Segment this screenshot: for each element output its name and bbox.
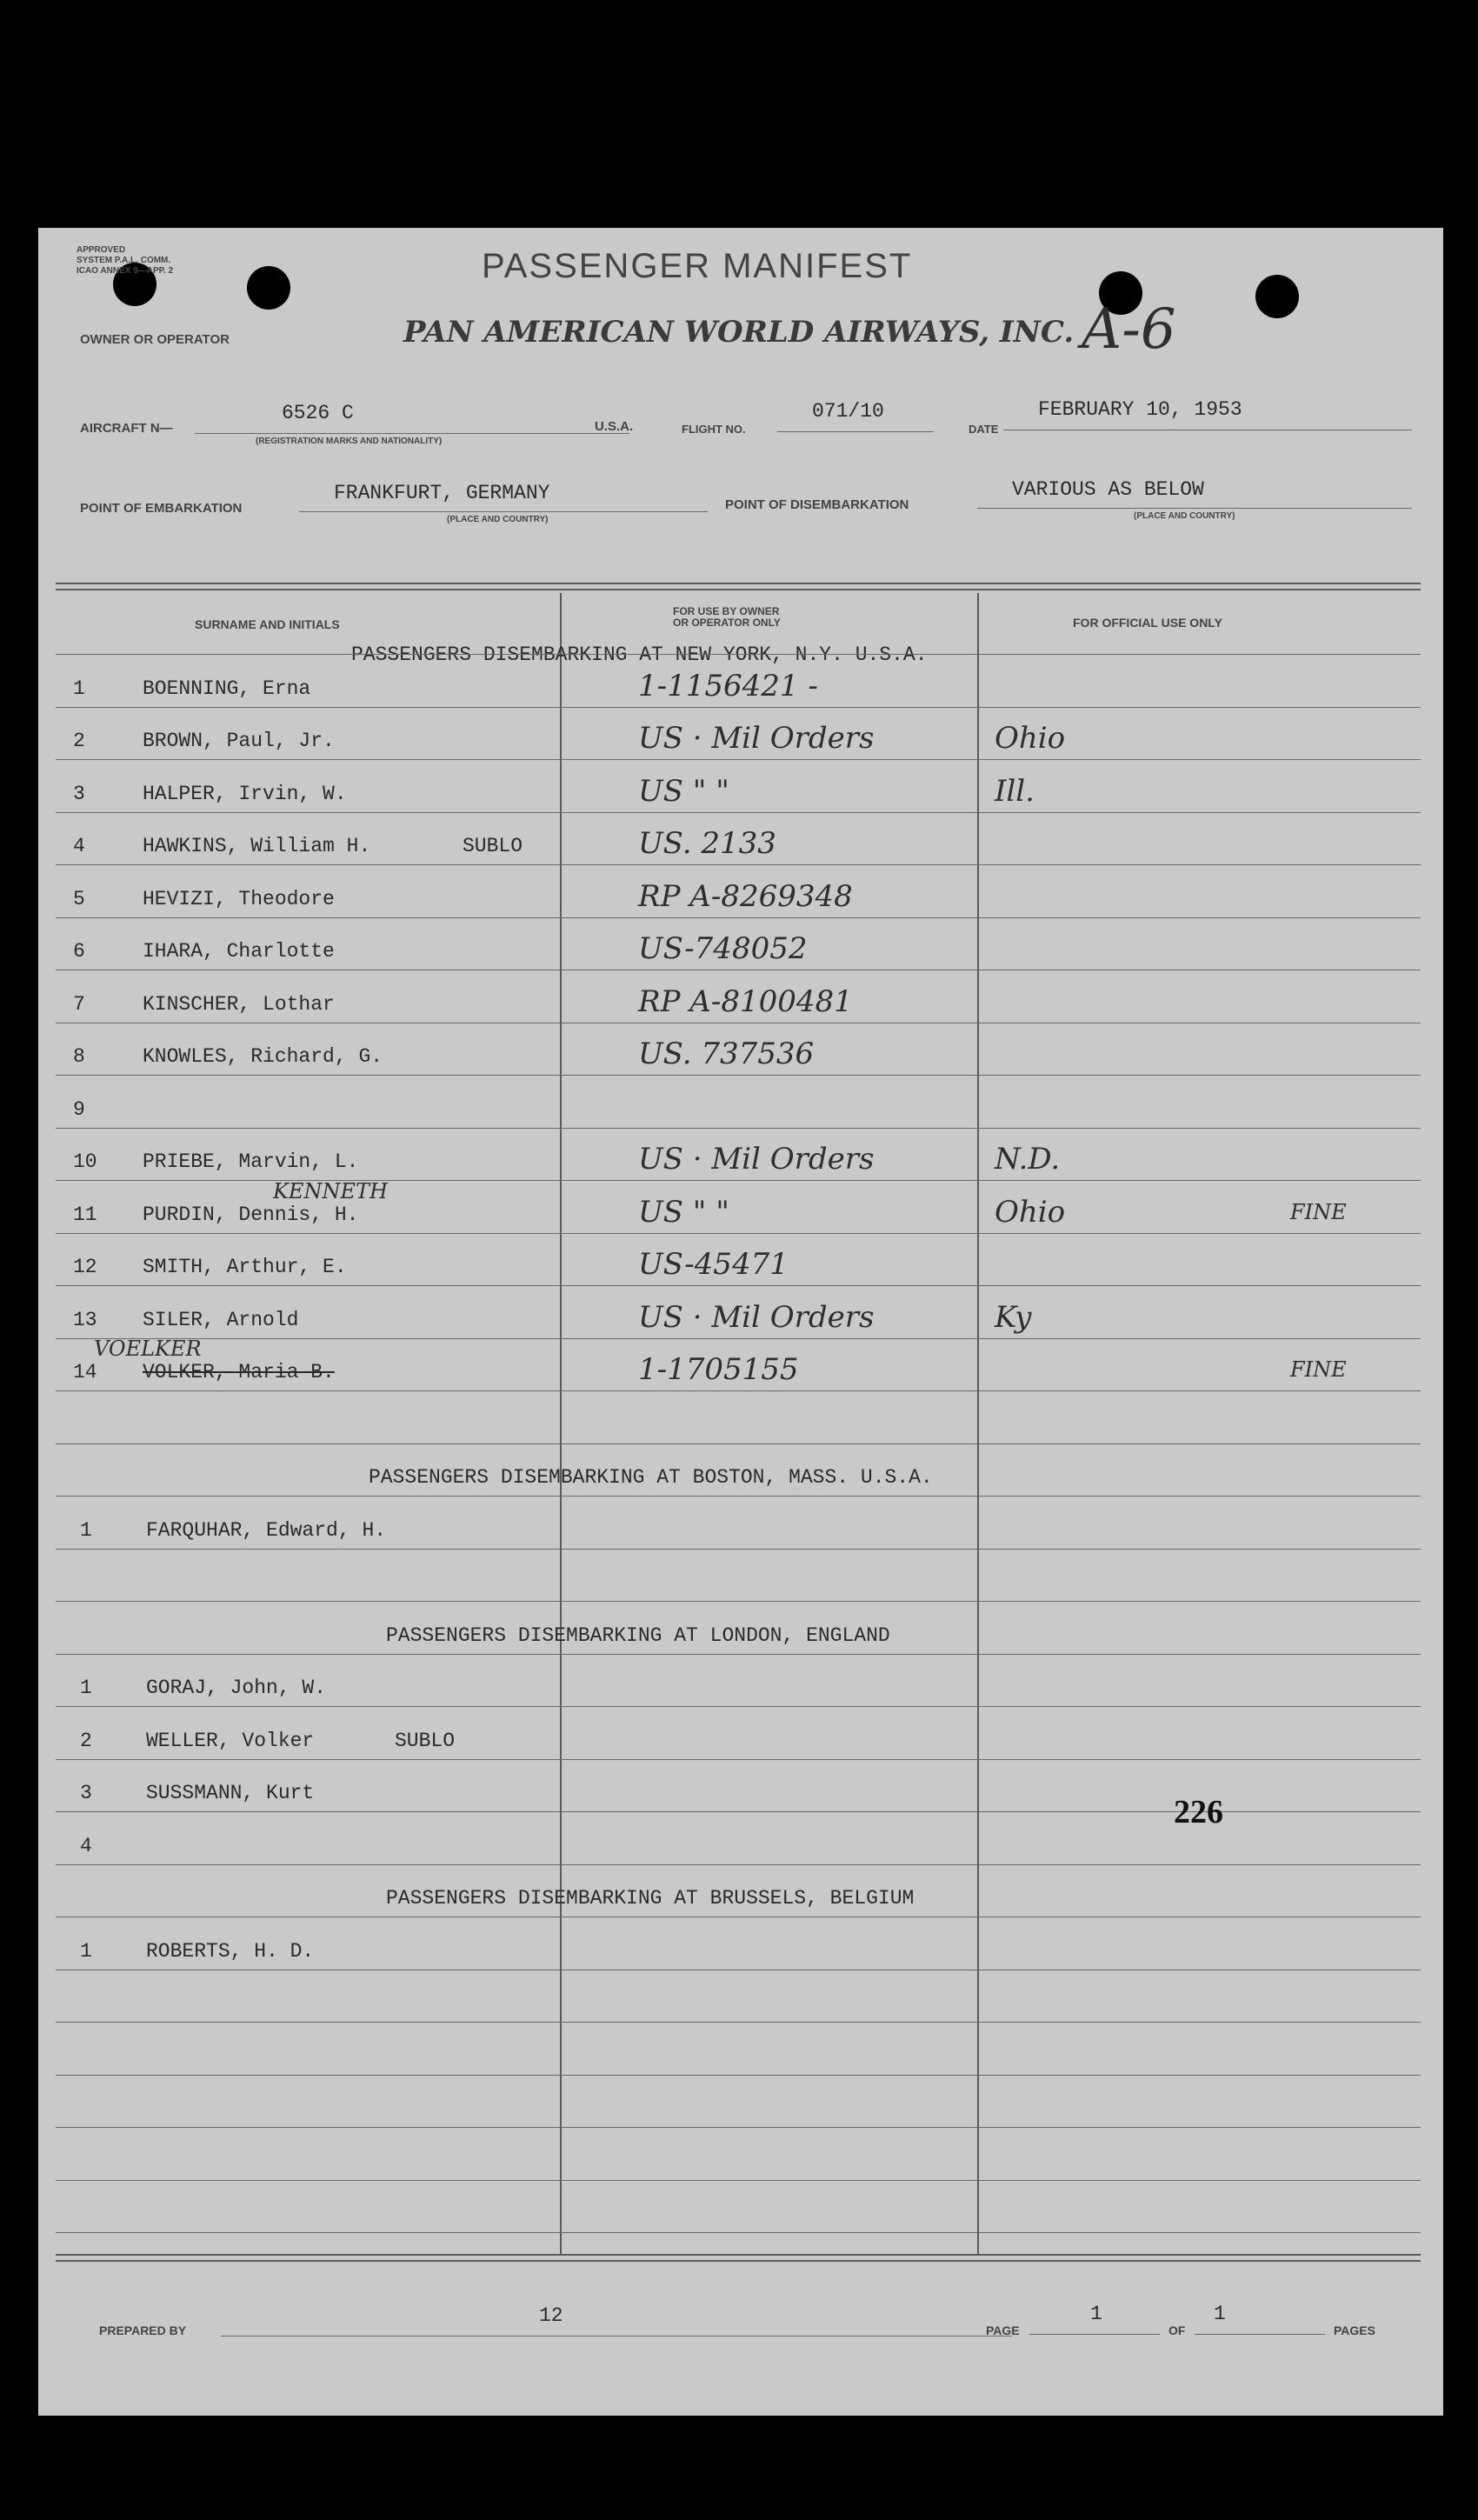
disembarkation-label: POINT OF DISEMBARKATION bbox=[725, 497, 909, 512]
ruled-line bbox=[56, 864, 1421, 865]
passenger-name: HEVIZI, Theodore bbox=[143, 887, 335, 910]
row-number: 1 bbox=[80, 1939, 92, 1963]
row-number: 8 bbox=[73, 1045, 85, 1068]
passenger-name: HALPER, Irvin, W. bbox=[143, 782, 347, 805]
row-number: 2 bbox=[73, 730, 85, 752]
approval-line-2: SYSTEM P.A.L. COMM. bbox=[77, 256, 171, 265]
disembarkation-sublabel: (PLACE AND COUNTRY) bbox=[1134, 511, 1235, 521]
passenger-name: PRIEBE, Marvin, L. bbox=[143, 1150, 359, 1173]
official-note: FINE bbox=[1290, 1199, 1347, 1224]
row-number: 11 bbox=[73, 1203, 97, 1226]
ruled-line bbox=[56, 812, 1421, 813]
ruled-line bbox=[56, 1233, 1421, 1234]
ruled-line bbox=[56, 1128, 1421, 1129]
ruled-line bbox=[56, 707, 1421, 708]
ruled-line bbox=[56, 1549, 1421, 1550]
usa-label: U.S.A. bbox=[595, 419, 634, 434]
date-value: FEBRUARY 10, 1953 bbox=[1038, 398, 1242, 421]
of-label: OF bbox=[1168, 2323, 1186, 2337]
embarkation-label: POINT OF EMBARKATION bbox=[80, 501, 243, 516]
row-number: 3 bbox=[73, 782, 85, 805]
owner-operator-label: OWNER OR OPERATOR bbox=[80, 332, 230, 347]
sublo-note: SUBLO bbox=[463, 835, 523, 857]
row-number: 14 bbox=[73, 1361, 97, 1383]
approval-line-3: ICAO ANNEX 9—APP. 2 bbox=[77, 266, 174, 276]
official-entry: Ohio bbox=[995, 1194, 1066, 1230]
airline-name: PAN AMERICAN WORLD AIRWAYS, INC. bbox=[403, 315, 1075, 350]
ruled-line bbox=[56, 2022, 1421, 2023]
approval-line-1: APPROVED bbox=[77, 245, 126, 255]
row-number: 12 bbox=[73, 1256, 97, 1278]
section-heading: PASSENGERS DISEMBARKING AT BRUSSELS, BELGIUM bbox=[386, 1887, 915, 1910]
prepared-by-label: PREPARED BY bbox=[99, 2323, 187, 2337]
operator-entry: RP A-8100481 bbox=[638, 983, 853, 1019]
row-number: 3 bbox=[80, 1782, 92, 1804]
official-entry: N.D. bbox=[995, 1142, 1061, 1177]
operator-entry: US · Mil Orders bbox=[638, 1142, 875, 1177]
official-entry: Ill. bbox=[995, 773, 1035, 809]
row-number: 4 bbox=[80, 1834, 92, 1857]
flight-label: FLIGHT NO. bbox=[682, 423, 746, 436]
document-mark: A-6 bbox=[1082, 297, 1176, 362]
section-heading: PASSENGERS DISEMBARKING AT LONDON, ENGLAND bbox=[386, 1623, 890, 1647]
passenger-name: ROBERTS, H. D. bbox=[146, 1939, 315, 1963]
ruled-line bbox=[56, 1443, 1421, 1444]
prepared-by-value: 12 bbox=[539, 2304, 563, 2327]
operator-entry: US " " bbox=[638, 1194, 729, 1230]
row-number: 1 bbox=[80, 1518, 92, 1542]
flight-value: 071/10 bbox=[812, 400, 884, 423]
page-value: 1 bbox=[1090, 2303, 1102, 2325]
row-number: 2 bbox=[80, 1729, 92, 1752]
official-entry: Ohio bbox=[995, 721, 1066, 756]
disembarkation-value: VARIOUS AS BELOW bbox=[1012, 478, 1204, 501]
ruled-line bbox=[56, 1601, 1421, 1602]
operator-entry: US. 737536 bbox=[638, 1037, 815, 1071]
date-label: DATE bbox=[969, 423, 999, 436]
official-entry: Ky bbox=[995, 1299, 1032, 1335]
form-title: PASSENGER MANIFEST bbox=[482, 247, 913, 285]
row-number: 6 bbox=[73, 940, 85, 963]
ruled-line bbox=[56, 1338, 1421, 1339]
section-heading: PASSENGERS DISEMBARKING AT NEW YORK, N.Y. U.S.A. bbox=[351, 643, 928, 666]
punch-hole-left-2 bbox=[247, 266, 290, 310]
passenger-name: WELLER, Volker bbox=[146, 1729, 315, 1752]
passenger-name: SMITH, Arthur, E. bbox=[143, 1256, 347, 1278]
handwritten-correction: VOELKER bbox=[94, 1337, 202, 1361]
page-label: PAGE bbox=[986, 2323, 1020, 2337]
official-note: FINE bbox=[1290, 1357, 1347, 1382]
passenger-name: FARQUHAR, Edward, H. bbox=[146, 1518, 387, 1542]
row-number: 5 bbox=[73, 887, 85, 910]
operator-entry: 1-1156421 - bbox=[638, 668, 818, 703]
column-header-operator-1: FOR USE BY OWNER bbox=[673, 605, 780, 617]
ruled-line bbox=[56, 1864, 1421, 1865]
row-number: 10 bbox=[73, 1150, 97, 1173]
embarkation-sublabel: (PLACE AND COUNTRY) bbox=[447, 515, 549, 524]
ruled-line bbox=[56, 2232, 1421, 2233]
ruled-line bbox=[56, 1390, 1421, 1391]
embarkation-value: FRANKFURT, GERMANY bbox=[334, 482, 550, 504]
row-number: 1 bbox=[73, 677, 85, 700]
passenger-name: GORAJ, John, W. bbox=[146, 1677, 327, 1699]
punch-hole-right-2 bbox=[1255, 275, 1299, 318]
operator-entry: US · Mil Orders bbox=[638, 1299, 875, 1335]
ruled-line bbox=[56, 1180, 1421, 1181]
ruled-line bbox=[56, 759, 1421, 760]
ruled-line bbox=[56, 1285, 1421, 1286]
passenger-name: PURDIN, Dennis, H. bbox=[143, 1203, 359, 1226]
section-heading: PASSENGERS DISEMBARKING AT BOSTON, MASS. U.S.A. bbox=[369, 1466, 933, 1489]
passenger-name: SILER, Arnold bbox=[143, 1308, 299, 1331]
aircraft-value: 6526 C bbox=[282, 402, 354, 424]
ruled-line bbox=[56, 654, 1421, 655]
operator-entry: US. 2133 bbox=[638, 826, 776, 861]
operator-entry: US-45471 bbox=[638, 1247, 789, 1282]
ruled-line bbox=[56, 917, 1421, 918]
passenger-name: IHARA, Charlotte bbox=[143, 940, 335, 963]
row-number: 7 bbox=[73, 992, 85, 1016]
passenger-name: VOLKER, Maria B. bbox=[143, 1361, 335, 1383]
column-header-operator-2: OR OPERATOR ONLY bbox=[673, 617, 781, 629]
row-number: 9 bbox=[73, 1097, 85, 1121]
row-number: 4 bbox=[73, 835, 85, 857]
row-number: 13 bbox=[73, 1308, 97, 1331]
aircraft-sublabel: (REGISTRATION MARKS AND NATIONALITY) bbox=[256, 437, 443, 446]
row-number: 1 bbox=[80, 1677, 92, 1699]
passenger-name: KNOWLES, Richard, G. bbox=[143, 1045, 383, 1068]
ruled-line bbox=[56, 2075, 1421, 2076]
ruled-line bbox=[56, 1654, 1421, 1655]
ruled-line bbox=[56, 1706, 1421, 1707]
handwritten-correction: KENNETH bbox=[273, 1178, 388, 1203]
ruled-line bbox=[56, 2180, 1421, 2181]
passenger-name: BROWN, Paul, Jr. bbox=[143, 730, 335, 752]
passenger-name: BOENNING, Erna bbox=[143, 677, 311, 700]
operator-entry: 1-1705155 bbox=[638, 1352, 799, 1387]
column-header-surname: SURNAME AND INITIALS bbox=[195, 617, 340, 631]
operator-entry: US-748052 bbox=[638, 931, 808, 966]
manifest-sheet bbox=[38, 228, 1443, 2416]
column-header-official: FOR OFFICIAL USE ONLY bbox=[1073, 616, 1222, 630]
operator-entry: US " " bbox=[638, 773, 729, 809]
operator-entry: RP A-8269348 bbox=[638, 878, 853, 914]
ruled-line bbox=[56, 1075, 1421, 1076]
pages-label: PAGES bbox=[1334, 2323, 1375, 2337]
passenger-name: KINSCHER, Lothar bbox=[143, 992, 335, 1016]
passenger-name: SUSSMANN, Kurt bbox=[146, 1782, 315, 1804]
passenger-name: HAWKINS, William H. bbox=[143, 835, 371, 857]
of-value: 1 bbox=[1214, 2303, 1226, 2325]
ruled-line bbox=[56, 1759, 1421, 1760]
stamp-number: 226 bbox=[1174, 1794, 1223, 1830]
sublo-note: SUBLO bbox=[395, 1729, 456, 1752]
ruled-line bbox=[56, 1496, 1421, 1497]
ruled-line bbox=[56, 2127, 1421, 2128]
aircraft-label: AIRCRAFT N— bbox=[80, 421, 173, 436]
operator-entry: US · Mil Orders bbox=[638, 721, 875, 756]
